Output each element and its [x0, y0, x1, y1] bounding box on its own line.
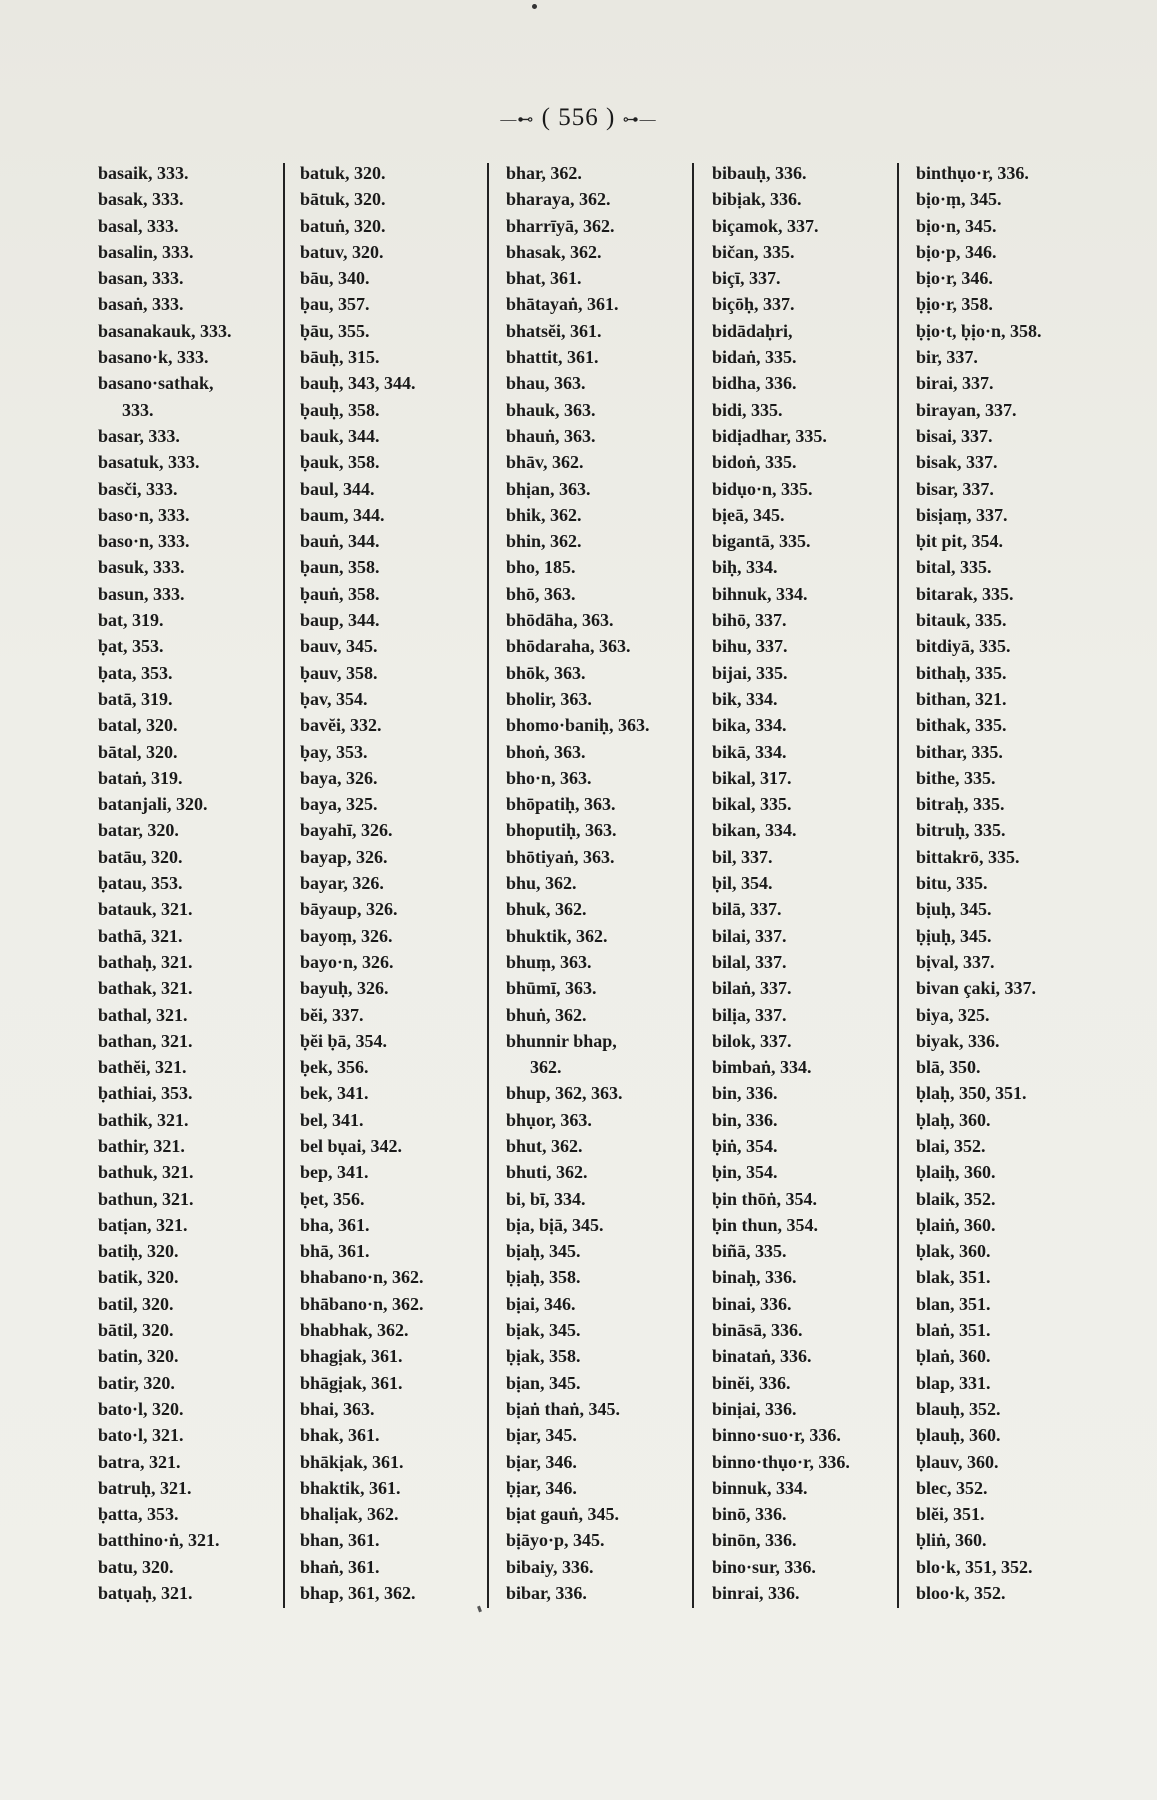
index-entry: bathal, 321. — [98, 1004, 188, 1025]
index-entry: blaik, 352. — [916, 1188, 996, 1209]
index-entry: bhuṃ, 363. — [506, 951, 592, 972]
index-entry: batuk, 320. — [300, 163, 386, 183]
index-entry: baya, 326. — [300, 767, 378, 788]
index-entry: bịaḥ, 345. — [506, 1241, 581, 1262]
index-entry: bitu, 335. — [916, 873, 988, 894]
index-entry: bịar, 345. — [506, 1425, 577, 1446]
index-entry: bhan, 361. — [300, 1530, 380, 1551]
index-entry: bịo·n, 345. — [916, 215, 997, 236]
index-entry: bho, 185. — [506, 557, 576, 578]
index-entry: blai, 352. — [916, 1135, 986, 1156]
index-entry: batuv, 320. — [300, 241, 384, 262]
index-entry: bathuk, 321. — [98, 1162, 194, 1183]
index-entry: bisai, 337. — [916, 425, 993, 446]
index-entry: bir, 337. — [916, 347, 978, 368]
index-entry: bihō, 337. — [712, 610, 787, 631]
index-entry: bịo·r, 346. — [916, 268, 993, 289]
index-entry: bithar, 335. — [916, 741, 1003, 762]
index-entry: blan, 351. — [916, 1293, 991, 1314]
index-entry: bathan, 321. — [98, 1030, 193, 1051]
index-entry: basuk, 333. — [98, 557, 185, 578]
index-entry: bat, 319. — [98, 610, 164, 631]
index-entry: bikan, 334. — [712, 820, 797, 841]
header-ornament-right: ⊶— — [622, 111, 657, 129]
index-entry: bilal, 337. — [712, 951, 787, 972]
index-entry: bittakrō, 335. — [916, 846, 1020, 867]
index-entry: bhauṅ, 363. — [506, 425, 596, 446]
index-entry: bibịak, 336. — [712, 189, 802, 210]
index-entry: bidādaḥri, — [712, 320, 793, 341]
index-entry: blĕi, 351. — [916, 1504, 985, 1525]
index-entry: basanakauk, 333. — [98, 320, 232, 341]
index-entry: ḅlaḥ, 360. — [916, 1109, 991, 1130]
index-entry: bilā, 337. — [712, 899, 782, 920]
index-entry: bibauḥ, 336. — [712, 163, 807, 183]
index-entry: ḅiṅ, 354. — [712, 1135, 778, 1156]
index-entry: basak, 333. — [98, 189, 184, 210]
index-entry: batāu, 320. — [98, 846, 183, 867]
index-entry: bijai, 335. — [712, 662, 788, 683]
index-entry: ḅav, 354. — [300, 688, 368, 709]
index-entry: bhuṅ, 362. — [506, 1004, 587, 1025]
index-entry: bhabano·n, 362. — [300, 1267, 424, 1288]
index-entry: ḅin, 354. — [712, 1162, 778, 1183]
index-entry: ḅịo·r, 358. — [916, 294, 993, 315]
index-entry: bhōk, 363. — [506, 662, 586, 683]
index-entry: bhāv, 362. — [506, 452, 584, 473]
index-entry: bihnuk, 334. — [712, 583, 808, 604]
index-entry: bato·l, 321. — [98, 1425, 184, 1446]
index-entry: bithak, 335. — [916, 715, 1007, 736]
index-entry: bhōdaraha, 363. — [506, 636, 631, 657]
index-column-1 — [98, 160, 232, 1606]
column-rule — [692, 163, 694, 1608]
index-entry: basaṅ, 333. — [98, 294, 184, 315]
index-entry: baul, 344. — [300, 478, 375, 499]
index-entry: bhut, 362. — [506, 1135, 583, 1156]
index-entry: basatuk, 333. — [98, 452, 200, 473]
index-entry: bịāyo·p, 345. — [506, 1530, 605, 1551]
index-entry: ḅlak, 360. — [916, 1241, 991, 1262]
index-entry: bātuk, 320. — [300, 189, 386, 210]
index-entry: basano·k, 333. — [98, 347, 209, 368]
index-entry: bhasak, 362. — [506, 241, 602, 262]
index-entry: ḅin thōṅ, 354. — [712, 1188, 818, 1209]
index-entry: batu, 320. — [98, 1556, 174, 1577]
index-entry: basan, 333. — [98, 268, 184, 289]
index-entry: bidịadhar, 335. — [712, 425, 827, 446]
index-entry: bilịa, 337. — [712, 1004, 787, 1025]
index-entry: bathĕi, 321. — [98, 1057, 187, 1078]
index-entry: ḅlaiṅ, 360. — [916, 1214, 996, 1235]
index-entry: bhō, 363. — [506, 583, 576, 604]
index-entry: bhōdāha, 363. — [506, 610, 614, 631]
index-entry: binaḥ, 336. — [712, 1267, 797, 1288]
index-entry: bayo·n, 326. — [300, 951, 394, 972]
index-entry: bil, 337. — [712, 846, 773, 867]
index-entry: bātal, 320. — [98, 741, 178, 762]
index-entry: batụaḥ, 321. — [98, 1583, 193, 1604]
index-entry: bel, 341. — [300, 1109, 364, 1130]
index-entry: bitraḥ, 335. — [916, 794, 1005, 815]
index-entry: bholir, 363. — [506, 688, 592, 709]
index-entry: ḅāu, 355. — [300, 320, 370, 341]
index-entry: bek, 341. — [300, 1083, 369, 1104]
index-entry: 333. — [122, 399, 154, 420]
index-entry: bisak, 337. — [916, 452, 998, 473]
index-entry: bhup, 362, 363. — [506, 1083, 623, 1104]
index-entry: bhoputiḥ, 363. — [506, 820, 617, 841]
index-entry: batir, 320. — [98, 1372, 175, 1393]
index-entry: bidoṅ, 335. — [712, 452, 797, 473]
index-entry: binnuk, 334. — [712, 1477, 808, 1498]
index-entry: bha, 361. — [300, 1214, 370, 1235]
index-entry: bithe, 335. — [916, 767, 996, 788]
index-entry: ḅlauv, 360. — [916, 1451, 999, 1472]
index-entry: bato·l, 320. — [98, 1398, 184, 1419]
index-entry: bithan, 321. — [916, 688, 1007, 709]
index-entry: bi, bī, 334. — [506, 1188, 586, 1209]
index-entry: ḅịar, 346. — [506, 1477, 577, 1498]
index-entry: biḥ, 334. — [712, 557, 778, 578]
index-entry: bayuḥ, 326. — [300, 978, 389, 999]
index-entry: bhatsĕi, 361. — [506, 320, 602, 341]
index-entry: ḅek, 356. — [300, 1057, 369, 1078]
index-entry: bịval, 337. — [916, 951, 995, 972]
index-entry: blauḥ, 352. — [916, 1398, 1001, 1419]
index-entry: birayan, 337. — [916, 399, 1017, 420]
page-header — [0, 104, 1157, 132]
index-entry: blap, 331. — [916, 1372, 991, 1393]
index-entry: ḅau, 357. — [300, 294, 370, 315]
index-entry: ḅauṅ, 358. — [300, 583, 380, 604]
index-entry: bāyaup, 326. — [300, 899, 398, 920]
column-rule — [283, 163, 285, 1608]
index-entry: biya, 325. — [916, 1004, 990, 1025]
index-entry: bloo·k, 352. — [916, 1583, 1006, 1604]
index-entry: bịo·ṃ, 345. — [916, 189, 1002, 210]
index-entry: bital, 335. — [916, 557, 992, 578]
index-entry: bịeā, 345. — [712, 504, 785, 525]
index-entry: bisịaṃ, 337. — [916, 504, 1008, 525]
index-entry: bathir, 321. — [98, 1135, 185, 1156]
index-entry: basar, 333. — [98, 425, 180, 446]
index-entry: ḅil, 354. — [712, 873, 773, 894]
index-entry: ḅay, 353. — [300, 741, 368, 762]
index-entry: bauv, 345. — [300, 636, 378, 657]
index-entry: birai, 337. — [916, 373, 994, 394]
index-entry: biçōḥ, 337. — [712, 294, 795, 315]
index-entry: bhuti, 362. — [506, 1162, 588, 1183]
index-entry: bibaiy, 336. — [506, 1556, 594, 1577]
index-entry: bĕi, 337. — [300, 1004, 364, 1025]
index-entry: batin, 320. — [98, 1346, 179, 1367]
index-entry: batal, 320. — [98, 715, 178, 736]
header-ornament-left: —⊷ — [500, 111, 535, 129]
index-entry: binai, 336. — [712, 1293, 792, 1314]
index-entry: basaik, 333. — [98, 163, 189, 183]
index-entry: bhịan, 363. — [506, 478, 591, 499]
index-entry: bātil, 320. — [98, 1320, 174, 1341]
index-entry: bikal, 335. — [712, 794, 792, 815]
index-entry: bịuḥ, 345. — [916, 899, 992, 920]
index-entry: batịan, 321. — [98, 1214, 188, 1235]
index-entry: ḅit pit, 354. — [916, 531, 1004, 552]
index-entry: bịan, 345. — [506, 1372, 581, 1393]
index-entry: bithaḥ, 335. — [916, 662, 1007, 683]
index-entry: binno·suo·r, 336. — [712, 1425, 841, 1446]
index-entry: bhu, 362. — [506, 873, 577, 894]
index-entry: ḅịo·t, ḅịo·n, 358. — [916, 320, 1042, 341]
index-entry: bharaya, 362. — [506, 189, 611, 210]
index-entry: 362. — [530, 1057, 562, 1078]
index-entry: bika, 334. — [712, 715, 787, 736]
index-entry: bidaṅ, 335. — [712, 347, 797, 368]
index-entry: bauk, 344. — [300, 425, 380, 446]
index-entry: bhā, 361. — [300, 1241, 370, 1262]
index-entry: ḅet, 356. — [300, 1188, 365, 1209]
index-entry: basun, 333. — [98, 583, 185, 604]
index-entry: bigantā, 335. — [712, 531, 811, 552]
index-entry: ḅliṅ, 360. — [916, 1530, 987, 1551]
index-entry: bataṅ, 319. — [98, 767, 183, 788]
column-rule — [487, 163, 489, 1608]
index-entry: ḅịak, 358. — [506, 1346, 581, 1367]
index-entry: bitauk, 335. — [916, 610, 1007, 631]
index-entry: bịo·p, 346. — [916, 241, 997, 262]
page-number: ( 556 ) — [541, 104, 616, 131]
index-entry: baum, 344. — [300, 504, 385, 525]
index-entry: batik, 320. — [98, 1267, 179, 1288]
index-column-4 — [712, 160, 850, 1606]
index-entry: bayoṃ, 326. — [300, 925, 393, 946]
index-entry: bhātayaṅ, 361. — [506, 294, 619, 315]
index-entry: bihu, 337. — [712, 636, 788, 657]
index-entry: bin, 336. — [712, 1083, 778, 1104]
index-entry: bịai, 346. — [506, 1293, 576, 1314]
index-entry: batthino·ṅ, 321. — [98, 1530, 220, 1551]
index-entry: batruḥ, 321. — [98, 1477, 192, 1498]
index-column-2 — [300, 160, 424, 1606]
index-column-5 — [916, 160, 1042, 1606]
index-entry: bilaṅ, 337. — [712, 978, 792, 999]
index-entry: bhụor, 363. — [506, 1109, 592, 1130]
index-entry: ḅlaḥ, 350, 351. — [916, 1083, 1027, 1104]
index-entry: bhākịak, 361. — [300, 1451, 404, 1472]
index-entry: bināsā, 336. — [712, 1320, 803, 1341]
index-entry: bịat gauṅ, 345. — [506, 1504, 620, 1525]
index-entry: ḅauk, 358. — [300, 452, 380, 473]
index-column-3 — [506, 160, 650, 1606]
index-entry: binthụo·r, 336. — [916, 163, 1029, 183]
index-entry: bhagịak, 361. — [300, 1346, 403, 1367]
index-entry: bavĕi, 332. — [300, 715, 382, 736]
index-entry: ḅin thun, 354. — [712, 1214, 819, 1235]
index-entry: bidụo·n, 335. — [712, 478, 813, 499]
index-entry: bauḥ, 343, 344. — [300, 373, 416, 394]
index-entry: basalin, 333. — [98, 241, 194, 262]
index-entry: bičan, 335. — [712, 241, 795, 262]
index-entry: ḅịaḥ, 358. — [506, 1267, 581, 1288]
index-entry: bhau, 363. — [506, 373, 586, 394]
index-entry: bik, 334. — [712, 688, 778, 709]
index-entry: bathun, 321. — [98, 1188, 194, 1209]
index-entry: bhabhak, 362. — [300, 1320, 409, 1341]
index-entry: ḅlauḥ, 360. — [916, 1425, 1001, 1446]
index-entry: bāu, 340. — [300, 268, 370, 289]
index-entry: blaṅ, 351. — [916, 1320, 991, 1341]
index-entry: bhattit, 361. — [506, 347, 599, 368]
index-entry: bathaḥ, 321. — [98, 951, 193, 972]
index-entry: bilok, 337. — [712, 1030, 792, 1051]
index-entry: baup, 344. — [300, 610, 380, 631]
index-entry: baso·n, 333. — [98, 504, 190, 525]
index-entry: bayahī, 326. — [300, 820, 393, 841]
index-entry: baso·n, 333. — [98, 531, 190, 552]
index-entry: bel bụai, 342. — [300, 1135, 403, 1156]
index-entry: binōn, 336. — [712, 1530, 797, 1551]
index-entry: bitruḥ, 335. — [916, 820, 1006, 841]
index-entry: ḅatau, 353. — [98, 873, 183, 894]
index-entry: bhunnir bhap, — [506, 1030, 617, 1051]
index-entry: blak, 351. — [916, 1267, 991, 1288]
index-entry: bisar, 337. — [916, 478, 994, 499]
index-entry: bhuktik, 362. — [506, 925, 608, 946]
index-entry: bayar, 326. — [300, 873, 384, 894]
index-entry: bitarak, 335. — [916, 583, 1014, 604]
index-entry: binno·thụo·r, 336. — [712, 1451, 850, 1472]
index-entry: batuṅ, 320. — [300, 215, 386, 236]
index-entry: biñā, 335. — [712, 1241, 787, 1262]
index-entry: bịar, 346. — [506, 1451, 577, 1472]
index-entry: batauk, 321. — [98, 899, 193, 920]
index-entry: ḅat, 353. — [98, 636, 164, 657]
index-entry: batiḥ, 320. — [98, 1241, 179, 1262]
index-entry: bathā, 321. — [98, 925, 183, 946]
index-entry: bhin, 362. — [506, 531, 582, 552]
index-entry: ḅlaiḥ, 360. — [916, 1162, 996, 1183]
index-entry: batra, 321. — [98, 1451, 181, 1472]
index-entry: bikā, 334. — [712, 741, 787, 762]
index-entry: ḅaun, 358. — [300, 557, 380, 578]
index-entry: bin, 336. — [712, 1109, 778, 1130]
index-entry: basano·sathak, — [98, 373, 214, 394]
index-entry: ḅauḥ, 358. — [300, 399, 380, 420]
index-entry: blec, 352. — [916, 1477, 988, 1498]
index-entry: biyak, 336. — [916, 1030, 1000, 1051]
index-entry: bharrīyā, 362. — [506, 215, 615, 236]
index-entry: bhap, 361, 362. — [300, 1583, 416, 1604]
index-entry: bhōtiyaṅ, 363. — [506, 846, 615, 867]
index-entry: bhat, 361. — [506, 268, 582, 289]
index-entry: bhai, 363. — [300, 1398, 375, 1419]
index-entry: batil, 320. — [98, 1293, 174, 1314]
index-entry: bịak, 345. — [506, 1320, 581, 1341]
index-entry: bikal, 317. — [712, 767, 792, 788]
index-entry: bhūmī, 363. — [506, 978, 597, 999]
index-entry: blo·k, 351, 352. — [916, 1556, 1033, 1577]
index-entry: biçī, 337. — [712, 268, 781, 289]
index-entry: bhōpatiḥ, 363. — [506, 794, 616, 815]
index-entry: ḅĕi ḅā, 354. — [300, 1030, 388, 1051]
index-entry: bhaktik, 361. — [300, 1477, 401, 1498]
page-mark-bottom — [477, 1606, 482, 1613]
index-entry: bhomo·baniḥ, 363. — [506, 715, 650, 736]
index-entry: binĕi, 336. — [712, 1372, 791, 1393]
index-entry: bhik, 362. — [506, 504, 582, 525]
index-entry: bhoṅ, 363. — [506, 741, 586, 762]
index-entry: bịaṅ thaṅ, 345. — [506, 1398, 621, 1419]
index-entry: bịa, bịā, 345. — [506, 1214, 604, 1235]
index-entry: binataṅ, 336. — [712, 1346, 812, 1367]
index-entry: bimbaṅ, 334. — [712, 1057, 812, 1078]
index-entry: blā, 350. — [916, 1057, 981, 1078]
index-entry: ḅatta, 353. — [98, 1504, 179, 1525]
index-entry: bayap, 326. — [300, 846, 388, 867]
index-entry: bhak, 361. — [300, 1425, 380, 1446]
index-entry: binrai, 336. — [712, 1583, 800, 1604]
index-entry: bathik, 321. — [98, 1109, 189, 1130]
index-entry: batā, 319. — [98, 688, 173, 709]
index-entry: ḅlaṅ, 360. — [916, 1346, 991, 1367]
index-entry: bidi, 335. — [712, 399, 783, 420]
index-entry: bhāgịak, 361. — [300, 1372, 403, 1393]
index-entry: ḅathiai, 353. — [98, 1083, 193, 1104]
index-entry: bino·sur, 336. — [712, 1556, 816, 1577]
index-entry: binịai, 336. — [712, 1398, 797, 1419]
index-entry: bilai, 337. — [712, 925, 787, 946]
index-entry: biçamok, 337. — [712, 215, 819, 236]
index-entry: bhaṅ, 361. — [300, 1556, 380, 1577]
index-entry: bitdiyā, 335. — [916, 636, 1011, 657]
index-entry: bidha, 336. — [712, 373, 797, 394]
index-entry: bāuḥ, 315. — [300, 347, 380, 368]
index-entry: basal, 333. — [98, 215, 179, 236]
column-rule — [897, 163, 899, 1608]
index-entry: batanjali, 320. — [98, 794, 208, 815]
index-entry: binō, 336. — [712, 1504, 787, 1525]
index-entry: ḅata, 353. — [98, 662, 173, 683]
page-mark-top — [532, 4, 537, 9]
index-entry: bhauk, 363. — [506, 399, 596, 420]
index-entry: basči, 333. — [98, 478, 178, 499]
index-entry: bhuk, 362. — [506, 899, 587, 920]
index-entry: bho·n, 363. — [506, 767, 592, 788]
index-entry: bhābano·n, 362. — [300, 1293, 424, 1314]
index-entry: ḅauv, 358. — [300, 662, 378, 683]
index-entry: baya, 325. — [300, 794, 378, 815]
index-entry: batar, 320. — [98, 820, 179, 841]
index-entry: bathak, 321. — [98, 978, 193, 999]
index-entry: bhar, 362. — [506, 163, 582, 183]
index-entry: bauṅ, 344. — [300, 531, 380, 552]
index-entry: bep, 341. — [300, 1162, 369, 1183]
index-entry: ḅịuḥ, 345. — [916, 925, 992, 946]
index-entry: bhalịak, 362. — [300, 1504, 399, 1525]
index-entry: bivan çaki, 337. — [916, 978, 1037, 999]
index-entry: bibar, 336. — [506, 1583, 587, 1604]
